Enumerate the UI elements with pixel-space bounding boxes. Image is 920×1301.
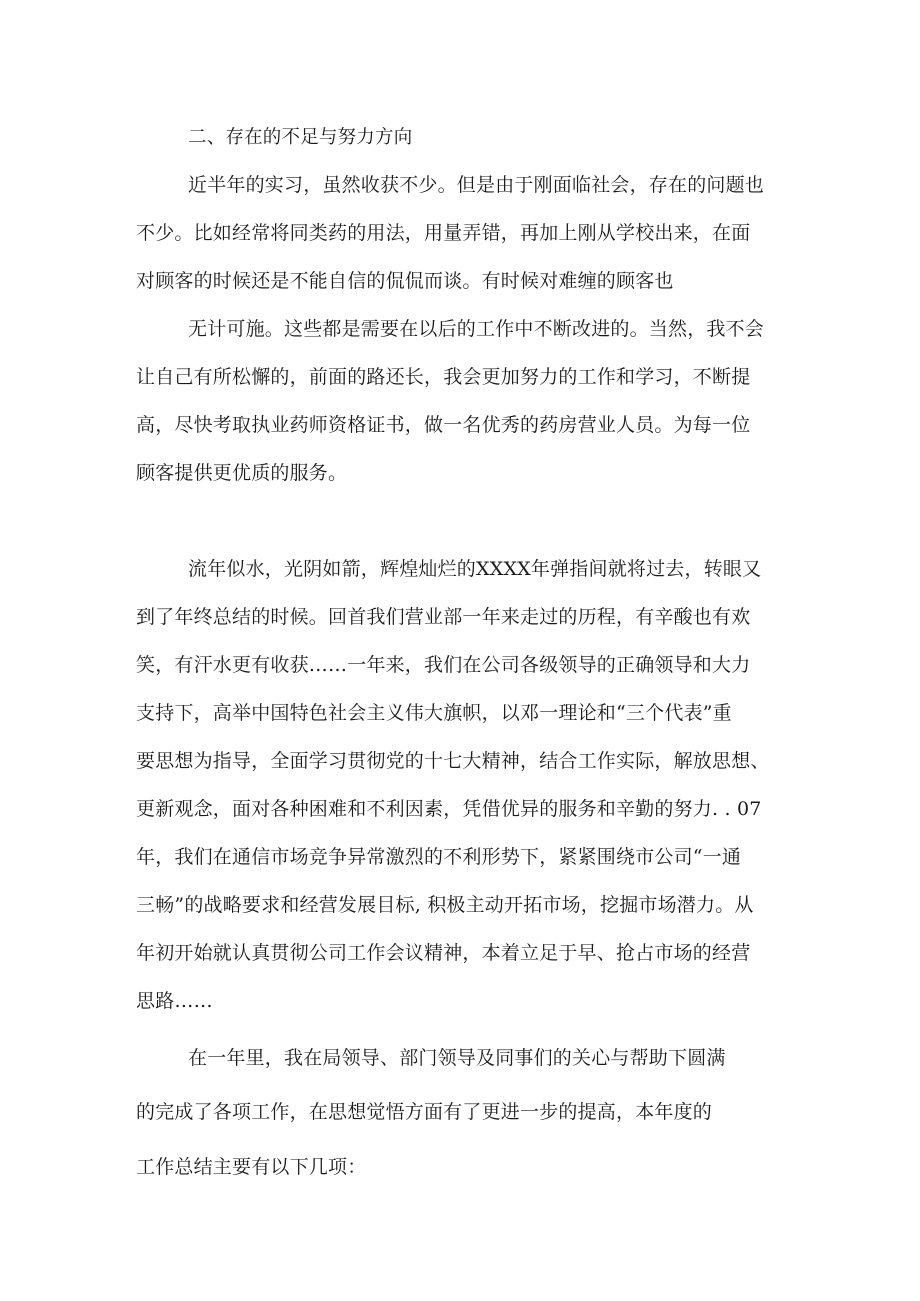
paragraph-line: 在一年里，我在局领导、部门领导及同事们的关心与帮助下圆满 [188,1047,726,1069]
paragraph-line: 笑，有汗水更有收获……一年来，我们在公司各级领导的正确领导和大力 [136,654,751,676]
paragraph-line: 让自己有所松懈的，前面的路还长，我会更加努力的工作和学习，不断提 [136,366,751,388]
paragraph-line: 顾客提供更优质的服务。 [136,462,348,484]
paragraph-line: 年初开始就认真贯彻公司工作会议精神，本着立足于早、抢占市场的经营 [136,942,751,964]
paragraph-line: 支持下，高举中国特色社会主义伟大旗帜，以邓一理论和“三个代表”重 [136,702,732,724]
paragraph-line: 不少。比如经常将同类药的用法，用量弄错，再加上刚从学校出来，在面 [136,222,751,244]
paragraph-line: 更新观念，面对各种困难和不利因素，凭借优异的服务和辛勤的努力. . 07 [136,798,762,820]
paragraph-line: 工作总结主要有以下几项： [136,1156,367,1178]
paragraph-line: 近半年的实习，虽然收获不少。但是由于刚面临社会，存在的问题也 [188,174,765,196]
paragraph-line: 到了年终总结的时候。回首我们营业部一年来走过的历程，有辛酸也有欢 [136,606,751,628]
paragraph-line: 对顾客的时候还是不能自信的侃侃而谈。有时候对难缠的顾客也 [136,270,674,292]
paragraph-line: 三畅”的战略要求和经营发展目标, 积极主动开拓市场，挖掘市场潜力。从 [136,894,754,916]
paragraph-line: 无计可施。这些都是需要在以后的工作中不断改进的。当然，我不会 [188,318,765,340]
paragraph-line: 高，尽快考取执业药师资格证书，做一名优秀的药房营业人员。为每一位 [136,414,751,436]
paragraph-line: 年，我们在通信市场竞争异常激烈的不利形势下，紧紧围绕市公司“一通 [136,846,742,868]
paragraph-line: 要思想为指导，全面学习贯彻党的十七大精神，结合工作实际，解放思想、 [136,750,770,772]
paragraph-line: 的完成了各项工作，在思想觉悟方面有了更进一步的提高，本年度的 [136,1101,713,1123]
paragraph-line: 思路…… [136,990,213,1012]
paragraph-line: 流年似水，光阴如箭，辉煌灿烂的XXXX年弹指间就将过去，转眼又 [188,558,762,580]
section-heading: 二、存在的不足与努力方向 [188,127,413,148]
